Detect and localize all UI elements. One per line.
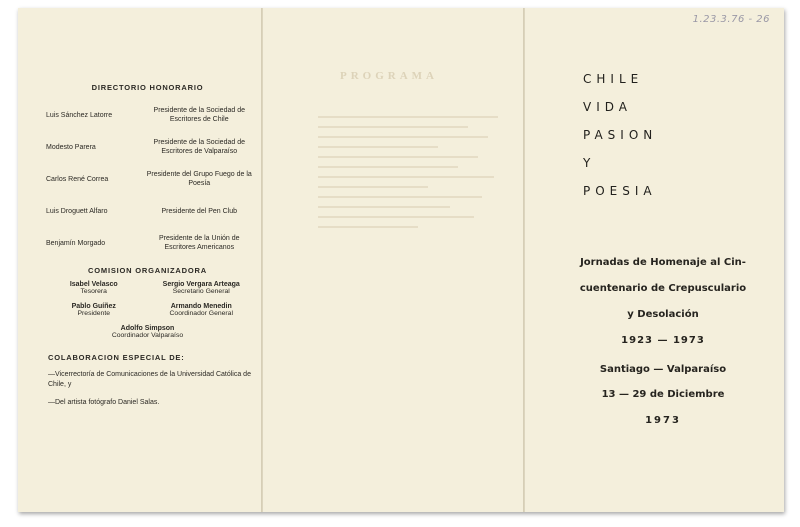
middle-panel-bleed-through — [318, 108, 518, 236]
cover-line: cuentenario de Crepusculario — [579, 283, 747, 294]
directorio-title: DIRECTORIO HONORARIO — [91, 83, 204, 92]
directorio-member — [40, 234, 255, 252]
comision-title: COMISION ORGANIZADORA — [88, 266, 207, 275]
member-role: Secretario General — [172, 288, 230, 295]
cover-title-word: CHILE — [583, 72, 644, 86]
cover-title-word: Y — [583, 156, 596, 170]
colaboracion-item: —Vicerrectoría de Comunicaciones de la Universidad Católica de Chile, y — [48, 371, 251, 388]
comision-member — [40, 325, 255, 339]
cover-line: y Desolación — [627, 309, 699, 320]
member-name: Adolfo Simpson — [120, 325, 175, 332]
comision-row — [40, 303, 255, 317]
cover-dates: 13 — 29 de Diciembre — [601, 389, 725, 400]
cover-cities: Santiago — Valparaíso — [599, 364, 727, 375]
cover-title-word: PASION — [583, 128, 658, 142]
archive-number: 1.23.3.76 - 26 — [692, 14, 770, 25]
member-role: Tesorera — [80, 288, 107, 295]
directorio-member — [40, 138, 255, 156]
comision-member — [148, 281, 256, 295]
comision-member — [40, 281, 148, 295]
colaboracion-title: COLABORACION ESPECIAL DE: — [48, 353, 185, 362]
member-name: Sergio Vergara Arteaga — [162, 281, 240, 288]
member-name: Luis Sánchez Latorre — [46, 111, 113, 119]
member-name: Carlos René Correa — [46, 175, 109, 183]
middle-panel-ghost-title: PROGRAMA — [340, 70, 438, 82]
left-panel — [40, 83, 255, 416]
member-role: Presidente del Pen Club — [161, 207, 238, 215]
comision-member — [148, 303, 256, 317]
member-name: Pablo Guíñez — [71, 303, 116, 310]
comision-member — [40, 303, 148, 317]
fold-line-right — [523, 8, 525, 512]
member-name: Isabel Velasco — [69, 281, 118, 288]
cover-line: Jornadas de Homenaje al Cin- — [580, 257, 746, 268]
cover-title-word: VIDA — [583, 100, 632, 114]
cover-years: 1923 — 1973 — [621, 335, 705, 346]
colaboracion-item: —Del artista fotógrafo Daniel Salas. — [48, 399, 160, 406]
comision-row — [40, 281, 255, 295]
member-name: Benjamín Morgado — [46, 239, 106, 247]
member-role: Coordinador Valparaíso — [111, 332, 184, 339]
member-role: Presidente de la Unión de Escritores Americanos — [158, 235, 240, 251]
cover-year: 1973 — [645, 415, 681, 426]
member-name: Luis Droguett Alfaro — [46, 207, 108, 215]
member-name: Armando Menedin — [170, 303, 232, 310]
comision-row — [40, 325, 255, 339]
member-role: Presidente — [77, 310, 110, 317]
member-role: Presidente de la Sociedad de Escritores de Chile — [153, 107, 245, 123]
member-role: Presidente del Grupo Fuego de la Poesía — [146, 171, 252, 187]
member-role: Presidente de la Sociedad de Escritores de Valparaíso — [153, 139, 245, 155]
cover-title-word: POESIA — [583, 184, 657, 198]
member-role: Coordinador General — [169, 310, 233, 317]
directorio-member — [40, 170, 255, 188]
directorio-member — [40, 106, 255, 124]
member-name: Modesto Parera — [46, 143, 96, 151]
fold-line-left — [261, 8, 263, 512]
directorio-member — [40, 202, 255, 220]
tri-fold-brochure — [18, 8, 784, 512]
